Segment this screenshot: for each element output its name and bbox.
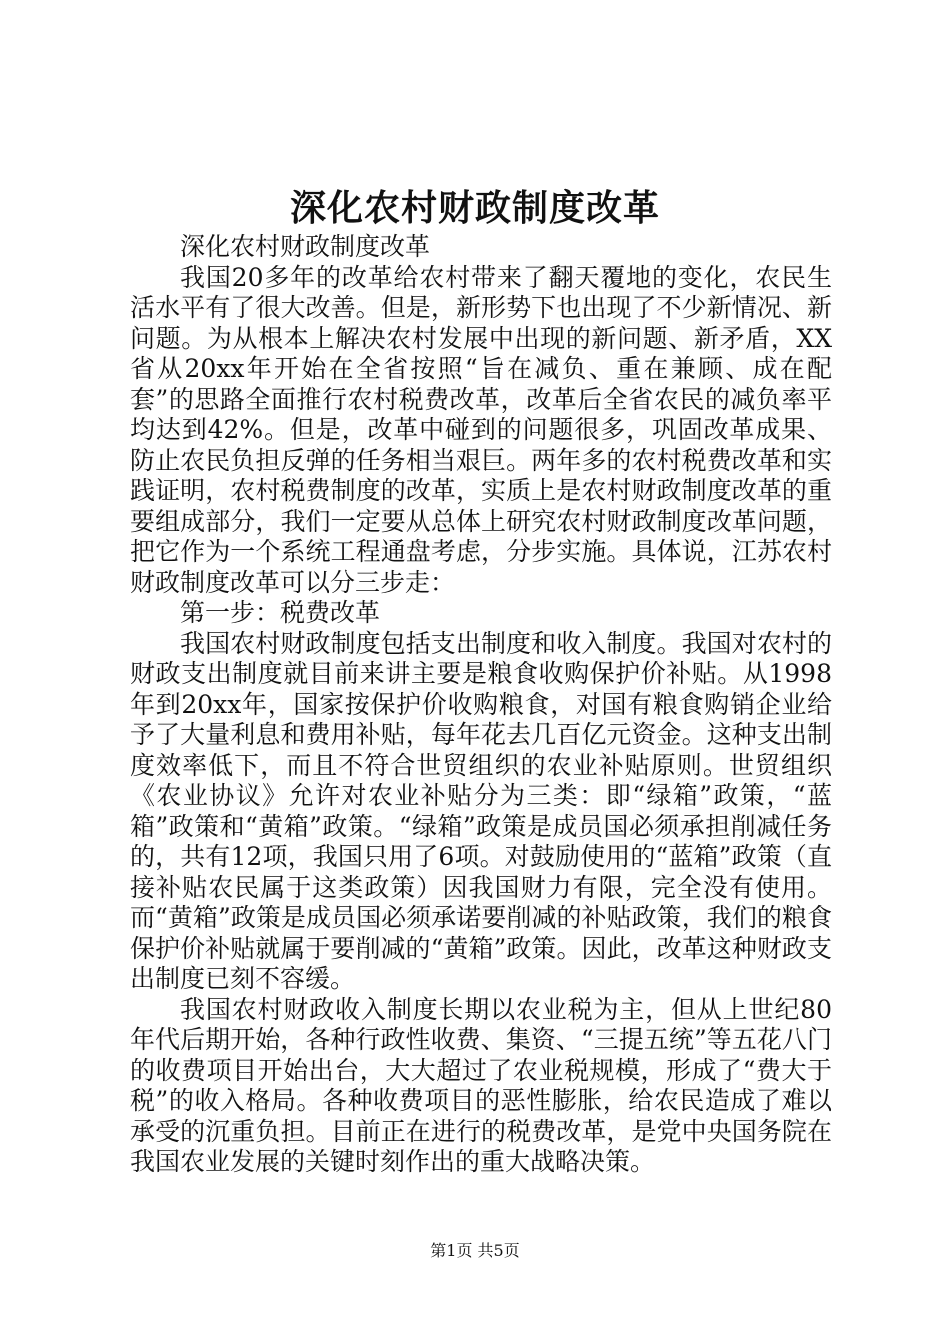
document-title: 深化农村财政制度改革 <box>289 187 660 229</box>
body-paragraph-revenue: 我国农村财政收入制度长期以农业税为主，但从上世纪80年代后期开始，各种行政性收费、集资、“三提五统”等五花八门的收费项目开始出台，大大超过了农业税规模，形成了“费大于税”的收入格局。各种收费项目的恶性膨胀，给农民造成了难以承受的沉重负担。目前正在进行的税费改革，是党中央国务院在我国农业发展的关键时刻作出的重大战略决策。 <box>130 994 832 1176</box>
section-heading-step-one: 第一步：税费改革 <box>180 598 381 627</box>
body-paragraph-intro: 我国20多年的改革给农村带来了翻天覆地的变化，农民生活水平有了很大改善。但是，新形势下也出现了不少新情况、新问题。为从根本上解决农村发展中出现的新问题、新矛盾，XX省从20xx年开始在全省按照“旨在减负、重在兼顾、成在配套”的思路全面推行农村税费改革，改革后全省农民的减负率平均达到42%。但是，改革中碰到的问题很多，巩固改革成果、防止农民负担反弹的任务相当艰巨。两年多的农村税费改革和实践证明，农村税费制度的改革，实质上是农村财政制度改革的重要组成部分，我们一定要从总体上研究农村财政制度改革问题，把它作为一个系统工程通盘考虑，分步实施。具体说，江苏农村财政制度改革可以分三步走： <box>130 262 832 597</box>
body-paragraph-subtitle: 深化农村财政制度改革 <box>180 232 431 261</box>
page-number-footer: 第1页 共5页 <box>430 1241 520 1260</box>
document-body <box>130 232 832 1178</box>
body-paragraph-expenditure: 我国农村财政制度包括支出制度和收入制度。我国对农村的财政支出制度就目前来讲主要是粮食收购保护价补贴。从1998年到20xx年，国家按保护价收购粮食，对国有粮食购销企业给予了大量利息和费用补贴，每年花去几百亿元资金。这种支出制度效率低下，而且不符合世贸组织的农业补贴原则。世贸组织《农业协议》允许对农业补贴分为三类：即“绿箱”政策，“蓝箱”政策和“黄箱”政策。“绿箱”政策是成员国必须承担削减任务的，共有12项，我国只用了6项。对鼓励使用的“蓝箱”政策（直接补贴农民属于这类政策）因我国财力有限，完全没有使用。而“黄箱”政策是成员国必须承诺要削减的补贴政策，我们的粮食保护价补贴就属于要削减的“黄箱”政策。因此，改革这种财政支出制度已刻不容缓。 <box>130 628 832 993</box>
